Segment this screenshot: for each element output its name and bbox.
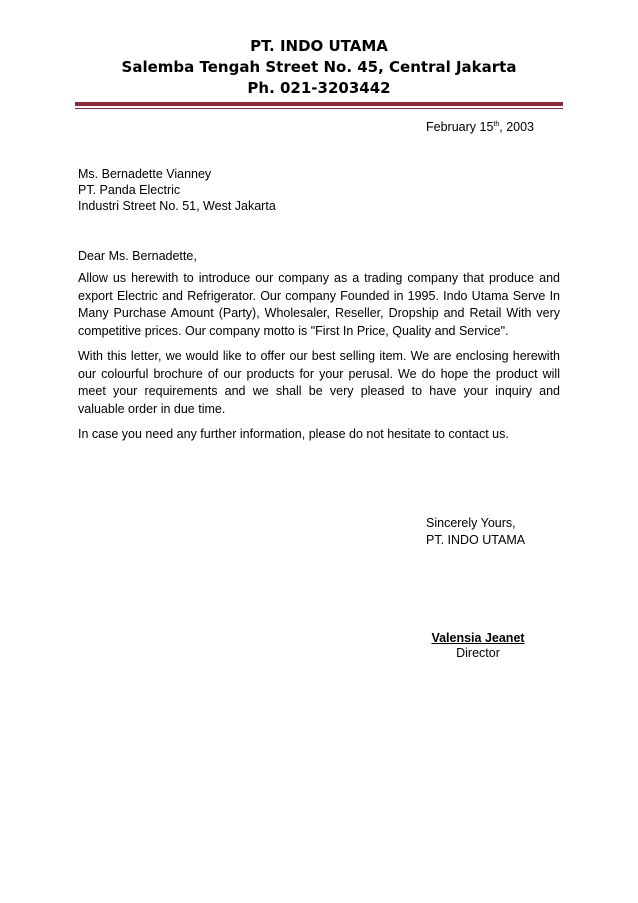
signatory-title: Director: [456, 646, 500, 660]
company-address: Salemba Tengah Street No. 45, Central Jakarta: [121, 58, 517, 76]
letterhead-divider-thin: [75, 108, 563, 109]
letter-date: [426, 120, 534, 134]
letterhead-divider-thick: [75, 102, 563, 106]
date-month-day: February 15: [426, 120, 494, 134]
date-year: , 2003: [499, 120, 535, 134]
salutation: Dear Ms. Bernadette,: [78, 249, 197, 263]
letter-body: [78, 270, 560, 452]
recipient-block: [78, 166, 276, 214]
body-paragraph-contact: In case you need any further information, please do not hesitate to contact us.: [78, 427, 509, 441]
closing-block: [426, 515, 525, 549]
signatory-name: Valensia Jeanet: [431, 631, 525, 645]
recipient-name: Ms. Bernadette Vianney: [78, 167, 212, 181]
body-paragraph-introduction: Allow us herewith to introduce our company as a trading company that produce and export Electric and Refrigerator. Our company Founded in 1995. Indo Utama Serve In Many Purchase Amount (Party), Wholesaler, Reseller, Dropship and Retail With very competitive prices. Our company motto is "First In Price, Quality and Service".: [78, 271, 560, 338]
closing-company: PT. INDO UTAMA: [426, 533, 526, 547]
recipient-address: Industri Street No. 51, West Jakarta: [78, 199, 276, 213]
company-name: PT. INDO UTAMA: [250, 37, 388, 55]
letterhead: [0, 36, 638, 99]
date-ordinal-suffix: th: [493, 120, 500, 128]
complimentary-close: Sincerely Yours,: [426, 516, 516, 530]
recipient-company: PT. Panda Electric: [78, 183, 181, 197]
company-phone: Ph. 021-3203442: [247, 79, 391, 97]
body-paragraph-offer: With this letter, we would like to offer our best selling item. We are enclosing herewith our colourful brochure of our products for your perusal. We do hope the product will meet your requirements and we shall be very pleased to have your inquiry and valuable order in due time.: [78, 349, 560, 416]
signatory-block: [426, 631, 530, 661]
